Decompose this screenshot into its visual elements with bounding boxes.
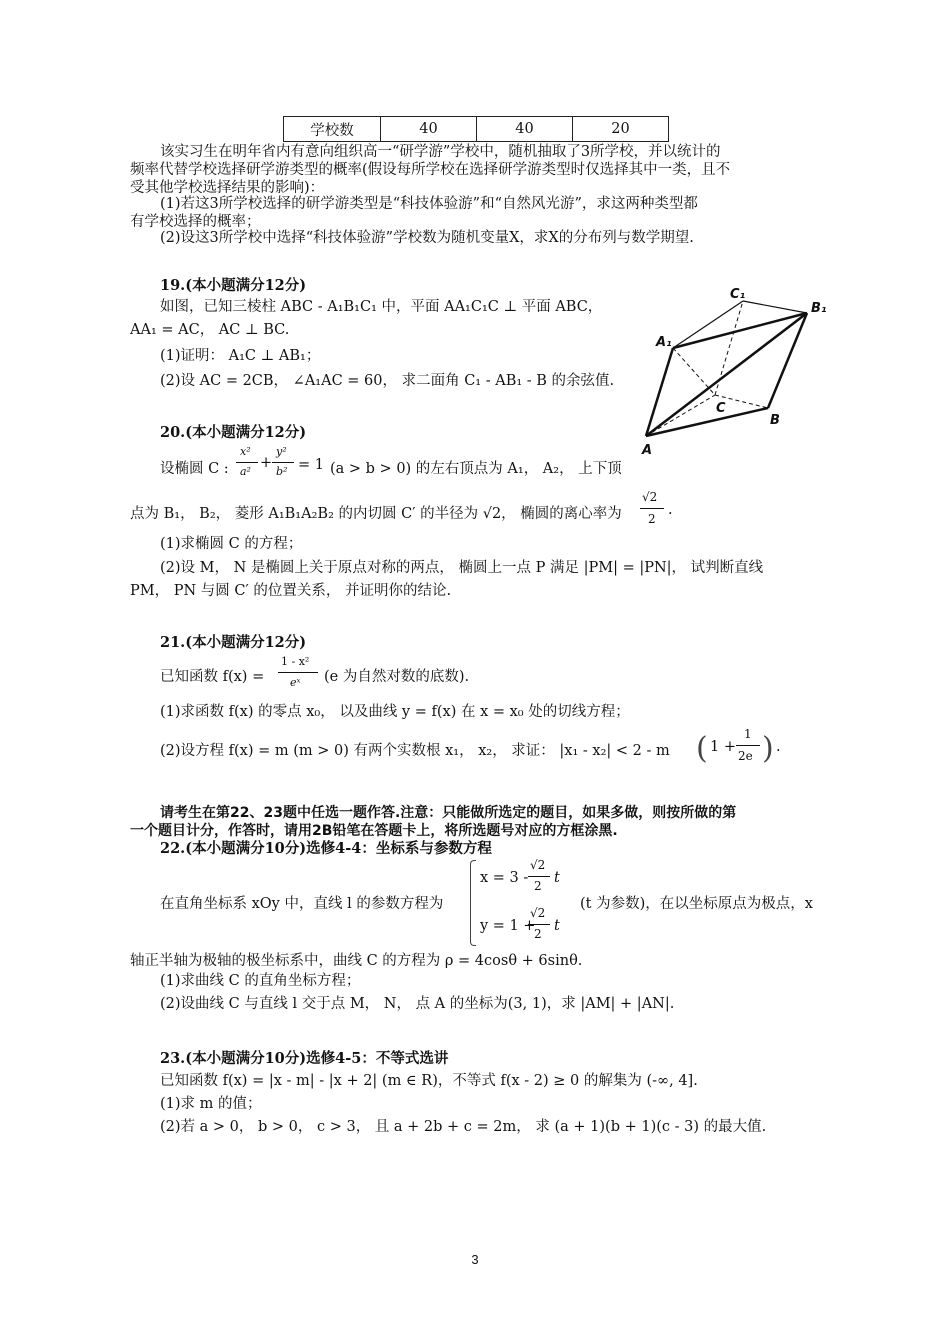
q19-part2: (2)设 AC = 2CB， ∠A₁AC = 60， 求二面角 C₁ - AB₁ - B 的余弦值. [160, 373, 615, 389]
frac-num: x² [240, 445, 251, 458]
frac-num: √2 [530, 906, 546, 920]
q20-line2 [130, 490, 830, 534]
label-C: C [716, 401, 726, 416]
q23-part1: (1)求 m 的值； [160, 1096, 262, 1112]
label-B1: B₁ [811, 301, 827, 316]
param-t: t [554, 870, 560, 886]
label-B: B [770, 413, 780, 428]
q22-line2: 轴正半轴为极轴的极坐标系中，曲线 C 的方程为 ρ = 4cosθ + 6sinθ. [130, 953, 583, 969]
param-y: y = 1 + [480, 918, 536, 934]
plus: + [260, 455, 273, 471]
q19-part1: (1)证明： A₁C ⊥ AB₁； [160, 348, 321, 364]
frac-num: y² [276, 445, 287, 458]
q20-title: 20.(本小题满分12分) [160, 424, 307, 441]
prism-figure [640, 282, 840, 462]
frac-den: 2e [738, 749, 753, 763]
table-cell: 40 [477, 117, 573, 142]
select-note: 请考生在第22、23题中任选一题作答.注意：只能做所选定的题目，如果多做，则按所做的第 [160, 805, 737, 821]
q21-text: (e 为自然对数的底数). [324, 669, 470, 685]
edge-AA1 [646, 348, 673, 436]
select-note: 一个题目计分，作答时，请用2B铅笔在答题卡上，将所选题号对应的方框涂黑. [130, 823, 618, 839]
q21-part1: (1)求函数 f(x) 的零点 x₀， 以及曲线 y = f(x) 在 x = x₀ 处的切线方程； [160, 704, 630, 720]
q21-title: 21.(本小题满分12分) [160, 634, 307, 651]
frac-den: 2 [534, 879, 542, 893]
frac-den: a² [240, 465, 251, 478]
frac-num: √2 [642, 490, 658, 504]
q23-part2: (2)若 a > 0， b > 0， c > 3， 且 a + 2b + c = 2m， 求 (a + 1)(b + 1)(c - 3) 的最大值. [160, 1119, 767, 1135]
frac-num: 1 [744, 727, 752, 741]
frac-den: eˣ [290, 676, 301, 689]
label-A: A [642, 443, 653, 458]
q21-part2: (2)设方程 f(x) = m (m > 0) 有两个实数根 x₁， x₂， 求证： |x₁ - x₂| < 2 - m ( 1 + 1 2e ) . [160, 727, 781, 766]
q22-part2: (2)设曲线 C 与直线 l 交于点 M， N， 点 A 的坐标为(3, 1)，求 |AM| + |AN|. [160, 996, 675, 1012]
table-label-cell: 学校数 [284, 117, 381, 142]
intro-line: 受其他学校选择结果的影响)： [130, 180, 325, 196]
label-C1: C₁ [730, 287, 746, 302]
frac-den: 2 [648, 512, 656, 526]
q20-part2: PM， PN 与圆 C′ 的位置关系， 并证明你的结论. [130, 583, 452, 599]
intro-line: 该实习生在明年省内有意向组织高一“研学游”学校中，随机抽取了3所学校，并以统计的 [160, 144, 721, 160]
intro-q1: (1)若这3所学校选择的研学游类型是“科技体验游”和“自然风光游”，求这两种类型都 [160, 196, 698, 212]
q23-line1: 已知函数 f(x) = |x - m| - |x + 2| (m ∈ R)，不等式 f(x - 2) ≥ 0 的解集为 (-∞, 4]. [160, 1073, 698, 1089]
q22-line1 [160, 856, 840, 948]
q21-text: 已知函数 f(x) = [160, 669, 265, 685]
frac-num: √2 [530, 858, 546, 872]
q22-text: 在直角坐标系 xOy 中，直线 l 的参数方程为 [160, 896, 444, 912]
frac-den: 2 [534, 927, 542, 941]
q20-part2: (2)设 M， N 是椭圆上关于原点对称的两点， 椭圆上一点 P 满足 |PM| = |PN|， 试判断直线 [160, 560, 764, 576]
q19-line: AA₁ = AC， AC ⊥ BC. [130, 322, 290, 338]
page-number: 3 [471, 1252, 479, 1267]
intro-q2: (2)设这3所学校中选择“科技体验游”学校数为随机变量X，求X的分布列与数学期望. [160, 230, 694, 246]
edge-C1B1 [743, 301, 807, 313]
table-cell: 20 [573, 117, 669, 142]
q22-title: 22.(本小题满分10分)选修4-4：坐标系与参数方程 [160, 840, 492, 857]
school-count-table [283, 116, 669, 142]
q19-title: 19.(本小题满分12分) [160, 277, 307, 294]
frac-den: b² [276, 465, 288, 478]
param-x: x = 3 - [480, 870, 529, 886]
q20-text: (a > b > 0) 的左右顶点为 A₁， A₂， 上下顶 [330, 461, 622, 477]
q22-text: (t 为参数)，在以坐标原点为极点，x [580, 896, 813, 912]
period: . [668, 502, 673, 518]
eq: = 1 [298, 457, 324, 473]
intro-line: 频率代替学校选择研学游类型的概率(假设每所学校在选择研学游类型时仅选择其中一类，且不 [130, 162, 731, 178]
table-cell: 40 [381, 117, 477, 142]
q20-text: 设椭圆 C : [160, 461, 229, 477]
edge-A1C1 [673, 301, 743, 348]
period: . [776, 739, 781, 755]
frac-num: 1 - x² [281, 655, 310, 668]
q21-line1 [160, 655, 800, 695]
edge-CC1 [715, 301, 743, 395]
q19-line: 如图，已知三棱柱 ABC - A₁B₁C₁ 中，平面 AA₁C₁C ⊥ 平面 ABC， [160, 299, 603, 315]
label-A1: A₁ [656, 335, 672, 350]
edge-A1B1 [673, 313, 807, 348]
intro-q1: 有学校选择的概率； [130, 214, 261, 230]
q21-text: 1 + [710, 739, 736, 755]
q22-part1: (1)求曲线 C 的直角坐标方程； [160, 973, 361, 989]
q20-text: 点为 B₁， B₂， 菱形 A₁B₁A₂B₂ 的内切圆 C′ 的半径为 √2， 椭圆的离心率为 [130, 506, 622, 522]
q23-title: 23.(本小题满分10分)选修4-5：不等式选讲 [160, 1050, 449, 1067]
q20-line1 [160, 447, 800, 487]
q21-text: (2)设方程 f(x) = m (m > 0) 有两个实数根 x₁， x₂， 求证： |x₁ - x₂| < 2 - m [160, 743, 670, 759]
param-t: t [554, 918, 560, 934]
q20-part1: (1)求椭圆 C 的方程； [160, 536, 303, 552]
